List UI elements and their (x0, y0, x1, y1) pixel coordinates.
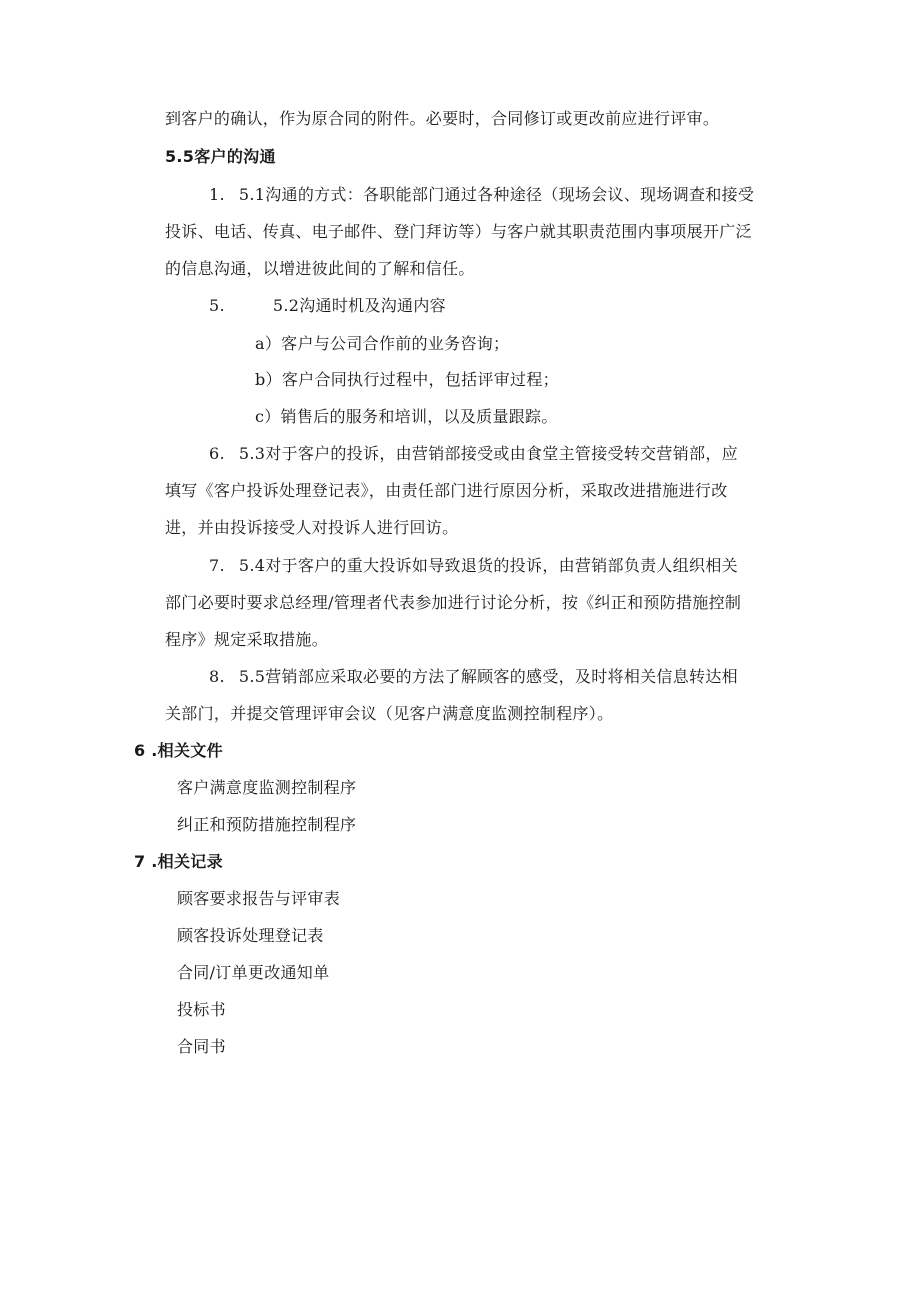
item-1-number: 1. (209, 185, 225, 204)
item-3-line-3: 进，并由投诉接受人对投诉人进行回访。 (165, 518, 459, 537)
item-4-line-1: 5.4对于客户的重大投诉如导致退货的投诉，由营销部负责人组织相关 (238, 556, 738, 575)
section-6-title: 6 .相关文件 (134, 741, 223, 760)
intro-line: 到客户的确认，作为原合同的附件。必要时，合同修订或更改前应进行评审。 (165, 109, 720, 128)
item-4-line-3: 程序》规定采取措施。 (165, 630, 329, 649)
related-record-2: 顾客投诉处理登记表 (177, 926, 324, 945)
item-2-sub-b: b）客户合同执行过程中，包括评审过程； (255, 370, 559, 389)
item-2-number: 5. (209, 296, 225, 315)
section-7-title: 7 .相关记录 (134, 852, 223, 871)
item-1-line-2: 投诉、电话、传真、电子邮件、登门拜访等）与客户就其职责范围内事项展开广泛 (165, 222, 752, 241)
related-record-5: 合同书 (177, 1037, 226, 1056)
item-5-number: 8. (209, 667, 225, 686)
related-record-1: 顾客要求报告与评审表 (177, 889, 341, 908)
related-doc-1: 客户满意度监测控制程序 (177, 778, 357, 797)
related-doc-2: 纠正和预防措施控制程序 (177, 815, 357, 834)
item-3-line-1: 5.3对于客户的投诉，由营销部接受或由食堂主管接受转交营销部，应 (238, 444, 738, 463)
item-4-number: 7. (209, 556, 225, 575)
item-2-sub-a: a）客户与公司合作前的业务咨询； (255, 334, 510, 353)
item-1-line-1: 5.1沟通的方式：各职能部门通过各种途径（现场会议、现场调查和接受 (238, 185, 755, 204)
item-3-line-2: 填写《客户投诉处理登记表》，由责任部门进行原因分析，采取改进措施进行改 (165, 481, 728, 500)
item-2-sub-c: c）销售后的服务和培训，以及质量跟踪。 (255, 407, 558, 426)
item-1-line-3: 的信息沟通，以增进彼此间的了解和信任。 (165, 259, 475, 278)
item-5-line-1: 5.5营销部应采取必要的方法了解顾客的感受，及时将相关信息转达相 (238, 667, 738, 686)
item-3 (209, 443, 738, 465)
item-2-line-1: 5.2沟通时机及沟通内容 (272, 296, 446, 315)
item-1 (209, 184, 754, 206)
item-5 (209, 666, 738, 688)
related-record-3: 合同/订单更改通知单 (177, 963, 330, 982)
item-5-line-2: 关部门，并提交管理评审会议（见客户满意度监测控制程序）。 (165, 704, 614, 723)
item-3-number: 6. (209, 444, 225, 463)
item-4 (209, 555, 738, 577)
related-record-4: 投标书 (177, 1000, 226, 1019)
item-2 (209, 295, 446, 317)
item-4-line-2: 部门必要时要求总经理/管理者代表参加进行讨论分析，按《纠正和预防措施控制 (165, 593, 742, 612)
section-5-5-title: 5.5客户的沟通 (165, 147, 276, 166)
